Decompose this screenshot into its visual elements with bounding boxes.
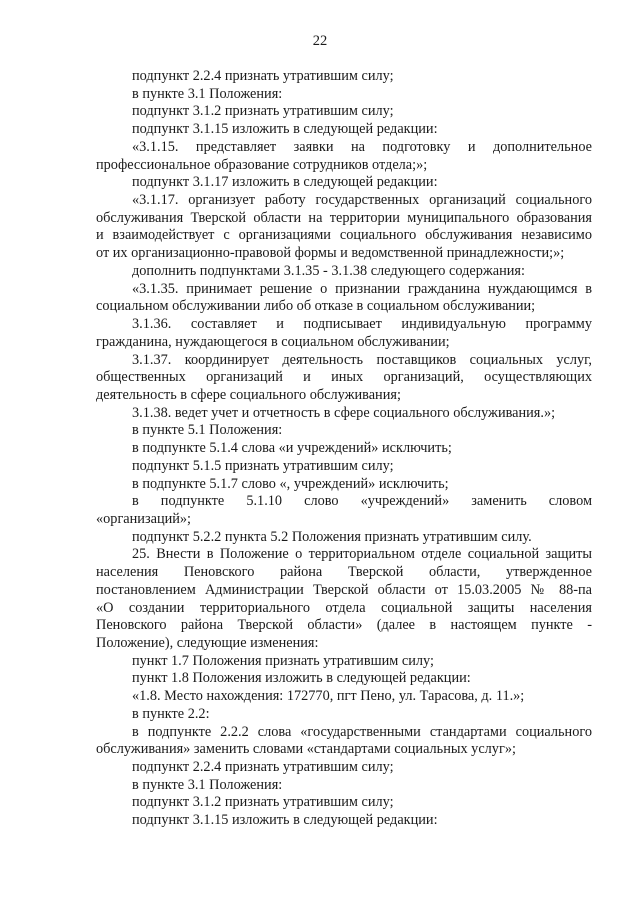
text-line: постановлением Администрации Тверской области от 15.03.2005 № 88-па [96,581,592,598]
document-body [96,68,592,830]
text-line: в пункте 3.1 Положения: [132,776,283,793]
text-line: пункт 1.8 Положения изложить в следующей редакции: [132,670,471,687]
text-line: подпункт 5.1.5 признать утратившим силу; [132,457,394,474]
text-line: от их организационно-правовой формы и ведомственной принадлежности;»; [96,245,565,262]
text-line: 3.1.37. координирует деятельность поставщиков социальных услуг, [132,351,592,368]
text-line: «О создании территориального отдела социальной защиты населения [96,599,592,616]
text-line: «3.1.17. организует работу государственных организаций социального [132,192,592,209]
text-line: в подпункте 5.1.7 слово «, учреждений» исключить; [132,475,449,492]
text-line: «3.1.35. принимает решение о признании гражданина нуждающимся в [132,280,592,297]
text-line: в подпункте 5.1.4 слова «и учреждений» исключить; [132,440,452,457]
text-line: и взаимодействует с организациями социального обслуживания независимо [96,227,592,244]
page-number: 22 [312,33,328,49]
text-line: подпункт 2.2.4 признать утратившим силу; [132,68,394,84]
text-line: «1.8. Место нахождения: 172770, пгт Пено, ул. Тарасова, д. 11.»; [132,688,525,705]
text-line: профессиональное образование сотрудников отдела;»; [96,156,428,173]
text-line: деятельность в сфере социального обслуживания; [96,386,401,403]
text-line: подпункт 3.1.17 изложить в следующей редакции: [132,174,438,191]
text-line: подпункт 3.1.15 изложить в следующей редакции: [132,121,438,138]
text-line: гражданина, нуждающегося в социальном обслуживании; [96,333,450,350]
text-line: подпункт 2.2.4 признать утратившим силу; [132,759,394,776]
text-line: обслуживания Тверской области на территории муниципального образования [96,209,592,226]
text-line: в пункте 2.2: [132,705,210,722]
text-line: в пункте 3.1 Положения: [132,85,283,102]
text-line: Пеновского района Тверской области» (далее в настоящем пункте - [96,617,592,634]
text-line: подпункт 3.1.2 признать утратившим силу; [132,794,394,811]
text-line: подпункт 3.1.2 признать утратившим силу; [132,103,394,120]
text-line: в пункте 5.1 Положения: [132,422,283,439]
text-line: в подпункте 5.1.10 слово «учреждений» заменить словом [132,493,592,510]
text-line: обслуживания» заменить словами «стандартами социальных услуг»; [96,741,516,758]
text-line: общественных организаций и иных организаций, осуществляющих [96,369,592,386]
text-line: 25. Внести в Положение о территориальном отделе социальной защиты [132,546,592,563]
text-line: подпункт 3.1.15 изложить в следующей редакции: [132,812,438,829]
text-line: населения Пеновского района Тверской области, утвержденное [96,564,592,581]
text-line: 3.1.36. составляет и подписывает индивидуальную программу [132,316,592,333]
text-line: подпункт 5.2.2 пункта 5.2 Положения признать утратившим силу. [132,528,532,545]
text-line: 3.1.38. ведет учет и отчетность в сфере социального обслуживания.»; [132,404,556,421]
text-line: дополнить подпунктами 3.1.35 - 3.1.38 следующего содержания: [132,262,525,279]
text-line: пункт 1.7 Положения признать утратившим силу; [132,652,434,669]
text-line: Положение), следующие изменения: [96,635,319,651]
text-line: «организаций»; [96,510,192,527]
text-line: социальном обслуживании либо об отказе в социальном обслуживании; [96,298,536,315]
text-line: «3.1.15. представляет заявки на подготовку и дополнительное [132,138,592,155]
text-line: в подпункте 2.2.2 слова «государственными стандартами социального [132,723,592,740]
